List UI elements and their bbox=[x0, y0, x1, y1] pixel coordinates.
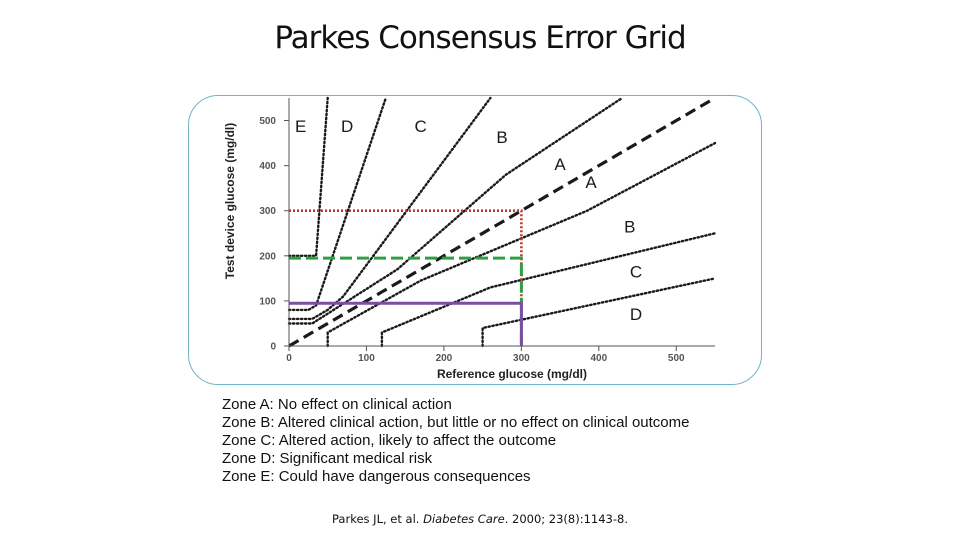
zone-label-e: E bbox=[294, 116, 307, 136]
x-tick-label: 400 bbox=[590, 353, 608, 364]
y-tick-label: 400 bbox=[259, 161, 276, 173]
x-tick-label: 0 bbox=[286, 353, 292, 364]
citation-journal: Diabetes Care bbox=[423, 512, 505, 526]
legend-item-zone-b: Zone B: Altered clinical action, but little or no effect on clinical outcome bbox=[222, 414, 690, 431]
zone-boundary-c-d-6 bbox=[483, 278, 715, 346]
x-tick-label: 500 bbox=[667, 353, 685, 364]
x-tick-label: 100 bbox=[358, 353, 375, 364]
x-tick-label: 300 bbox=[513, 353, 530, 364]
zone-label-a: A bbox=[554, 155, 566, 175]
zone-label-b: B bbox=[496, 128, 508, 148]
y-tick-label: 0 bbox=[270, 341, 276, 353]
zone-label-b: B bbox=[624, 217, 636, 237]
zone-boundary-b-c-3 bbox=[289, 98, 490, 319]
y-tick-label: 300 bbox=[259, 206, 276, 218]
citation-authors: Parkes JL, et al. bbox=[332, 512, 420, 526]
zone-label-d: D bbox=[629, 304, 643, 324]
legend-item-zone-d: Zone D: Significant medical risk bbox=[222, 450, 433, 467]
zone-legend bbox=[222, 396, 689, 486]
error-grid-chart bbox=[189, 96, 761, 384]
x-axis-label: Reference glucose (mg/dl) bbox=[436, 367, 588, 381]
citation-separator: . bbox=[504, 512, 512, 526]
citation bbox=[0, 512, 960, 526]
citation-details: 2000; 23(8):1143-8. bbox=[512, 512, 628, 526]
slide-title: Parkes Consensus Error Grid bbox=[274, 20, 686, 56]
y-axis-label: Test device glucose (mg/dl) bbox=[223, 122, 237, 280]
y-tick-label: 500 bbox=[259, 116, 276, 128]
zone-label-c: C bbox=[629, 262, 643, 282]
legend-item-zone-a: Zone A: No effect on clinical action bbox=[222, 396, 452, 413]
zone-label-c: C bbox=[414, 116, 427, 136]
y-tick-label: 200 bbox=[259, 251, 276, 263]
zone-label-d: D bbox=[340, 116, 354, 136]
legend-item-zone-e: Zone E: Could have dangerous consequences bbox=[222, 468, 531, 485]
x-tick-label: 200 bbox=[435, 353, 453, 364]
figure-frame bbox=[188, 95, 762, 385]
y-tick-label: 100 bbox=[259, 296, 276, 308]
legend-item-zone-c: Zone C: Altered action, likely to affect the outcome bbox=[222, 432, 557, 449]
zone-label-a: A bbox=[585, 173, 597, 193]
